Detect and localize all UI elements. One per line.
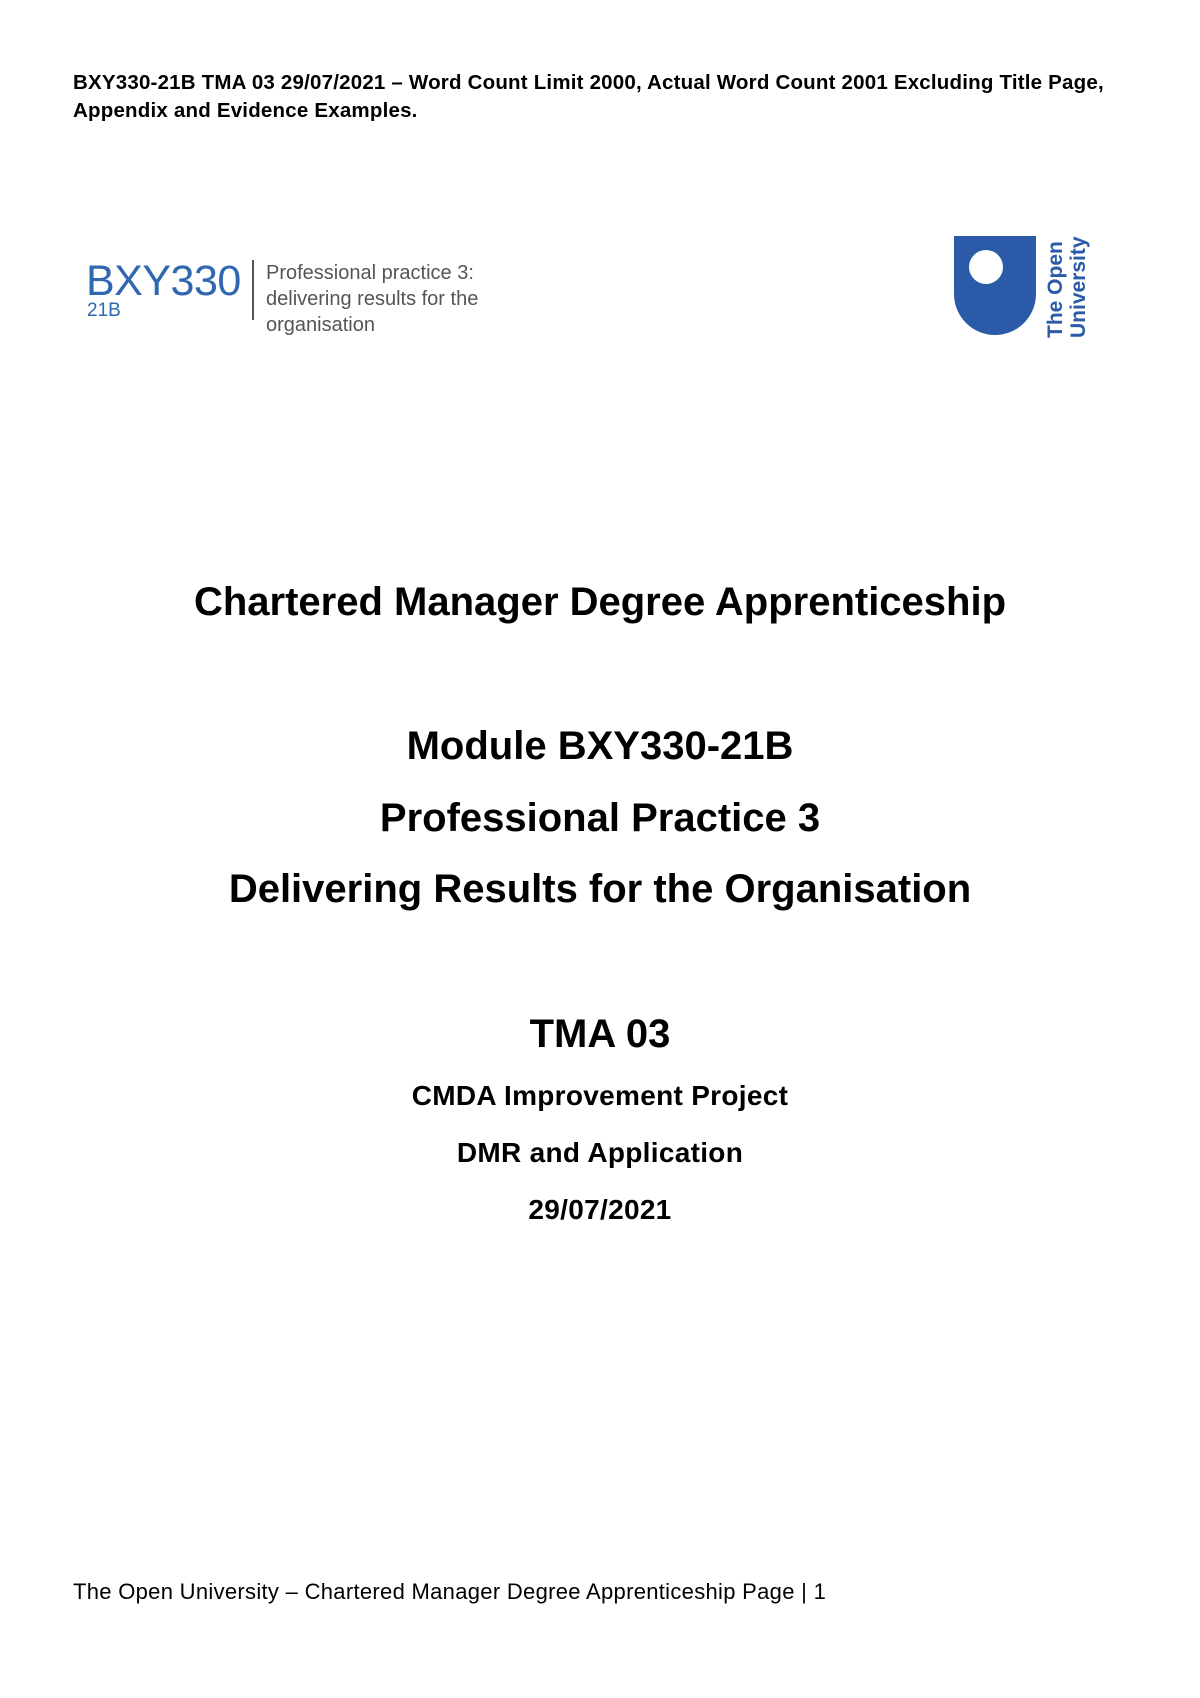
module-heading: Module BXY330-21B	[406, 724, 794, 768]
open-university-logo	[954, 236, 1104, 340]
module-title-line: delivering results for the	[266, 288, 479, 310]
module-title-line: Professional practice 3:	[266, 262, 474, 284]
tma-heading: TMA 03	[529, 1012, 671, 1056]
module-brand	[86, 257, 546, 347]
submission-date: 29/07/2021	[528, 1194, 672, 1225]
module-title-line: organisation	[266, 314, 375, 336]
degree-title: Chartered Manager Degree Apprenticeship	[193, 580, 1007, 624]
results-heading: Delivering Results for the Organisation	[228, 867, 972, 911]
module-title	[266, 260, 478, 338]
module-code: BXY330	[86, 257, 241, 305]
logo-text-line: The Open	[1044, 241, 1067, 338]
project-title: CMDA Improvement Project	[411, 1080, 789, 1111]
module-presentation: 21B	[87, 300, 121, 321]
dmr-title: DMR and Application	[456, 1137, 744, 1168]
brand-divider	[252, 260, 254, 320]
logo-text-line: University	[1067, 236, 1090, 338]
open-university-shield-icon	[954, 236, 1104, 340]
practice-heading: Professional Practice 3	[379, 796, 821, 840]
page-footer: The Open University – Chartered Manager Degree Apprenticeship Page | 1	[73, 1579, 827, 1604]
page-header: BXY330-21B TMA 03 29/07/2021 – Word Count Limit 2000, Actual Word Count 2001 Excluding Title Page, Appendix and Evidence Examples.	[73, 71, 1104, 122]
